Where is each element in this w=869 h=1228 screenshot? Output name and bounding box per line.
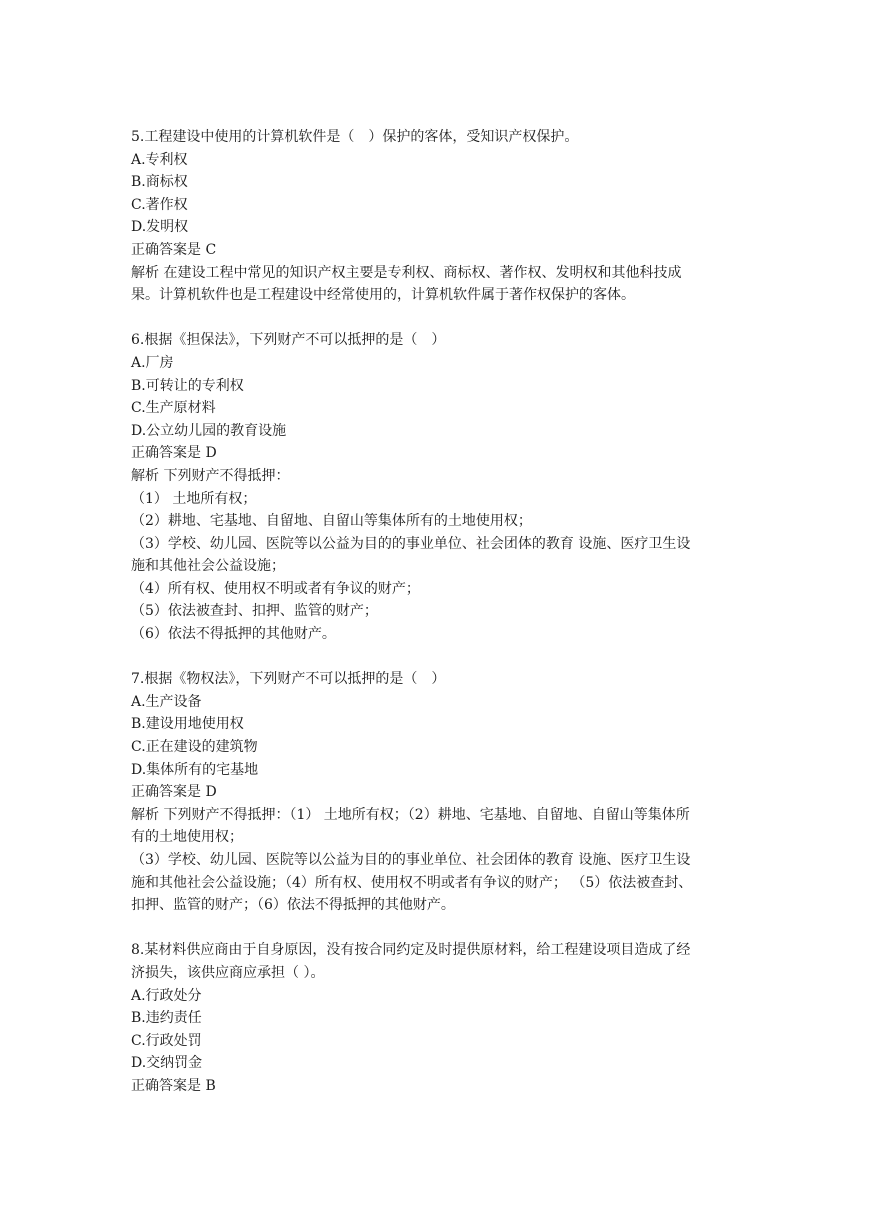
option-b: B.商标权 xyxy=(131,174,188,191)
analysis-line: 解析 下列财产不得抵押：（1） 土地所有权；（2）耕地、宅基地、自留地、自留山等集体所 xyxy=(131,806,690,823)
option-b: B.可转让的专利权 xyxy=(131,377,244,394)
option-a: A.厂房 xyxy=(131,354,174,371)
option-c: C.著作权 xyxy=(131,196,188,213)
option-a: A.行政处分 xyxy=(131,987,202,1004)
option-d: D.交纳罚金 xyxy=(131,1055,203,1072)
analysis-line: （3）学校、幼儿园、医院等以公益为目的的事业单位、社会团体的教育 设施、医疗卫生设 xyxy=(131,535,691,552)
analysis-line: 果。计算机软件也是工程建设中经常使用的，计算机软件属于著作权保护的客体。 xyxy=(131,287,635,304)
correct-answer: 正确答案是 D xyxy=(131,445,217,462)
option-a: A.生产设备 xyxy=(131,693,202,710)
option-c: C.行政处罚 xyxy=(131,1032,202,1049)
analysis-line: （5）依法被查封、扣押、监管的财产； xyxy=(131,603,378,620)
analysis-line: （4）所有权、使用权不明或者有争议的财产； xyxy=(131,580,420,597)
analysis-line: 解析 在建设工程中常见的知识产权主要是专利权、商标权、著作权、发明权和其他科技成 xyxy=(131,264,682,281)
option-c: C.生产原材料 xyxy=(131,400,216,417)
question-stem: 济损失，该供应商应承担（ ）。 xyxy=(131,964,325,981)
analysis-line: 解析 下列财产不得抵押： xyxy=(131,467,290,484)
correct-answer: 正确答案是 B xyxy=(131,1077,216,1094)
option-a: A.专利权 xyxy=(131,151,188,168)
analysis-line: （6）依法不得抵押的其他财产。 xyxy=(131,626,336,643)
question-8 xyxy=(131,939,741,1097)
analysis-line: 扣押、监管的财产；（6）依法不得抵押的其他财产。 xyxy=(131,897,455,914)
analysis-line: 施和其他社会公益设施； xyxy=(131,558,285,575)
option-d: D.公立幼儿园的教育设施 xyxy=(131,422,287,439)
correct-answer: 正确答案是 D xyxy=(131,784,217,801)
option-b: B.违约责任 xyxy=(131,1010,202,1027)
question-stem: 5.工程建设中使用的计算机软件是（ ）保护的客体，受知识产权保护。 xyxy=(131,129,579,145)
question-5 xyxy=(131,126,741,307)
question-6 xyxy=(131,329,741,645)
analysis-line: （1） 土地所有权； xyxy=(131,490,257,507)
option-d: D.发明权 xyxy=(131,219,189,236)
option-d: D.集体所有的宅基地 xyxy=(131,761,259,778)
question-stem: 7.根据《物权法》，下列财产不可以抵押的是（ ） xyxy=(131,671,446,688)
correct-answer: 正确答案是 C xyxy=(131,241,217,258)
option-b: B.建设用地使用权 xyxy=(131,716,244,733)
question-stem: 8.某材料供应商由于自身原因，没有按合同约定及时提供原材料，给工程建设项目造成了经 xyxy=(131,942,691,959)
analysis-line: （3）学校、幼儿园、医院等以公益为目的的事业单位、社会团体的教育 设施、医疗卫生设 xyxy=(131,852,691,868)
question-stem: 6.根据《担保法》，下列财产不可以抵押的是（ ） xyxy=(131,332,446,349)
analysis-line: （2）耕地、宅基地、自留地、自留山等集体所有的土地使用权； xyxy=(131,513,532,530)
analysis-line: 有的土地使用权； xyxy=(131,829,243,846)
analysis-line: 施和其他社会公益设施；（4）所有权、使用权不明或者有争议的财产； （5）依法被查封、 xyxy=(131,874,693,891)
document-page xyxy=(131,126,741,1120)
option-c: C.正在建设的建筑物 xyxy=(131,739,258,756)
question-7 xyxy=(131,668,741,917)
